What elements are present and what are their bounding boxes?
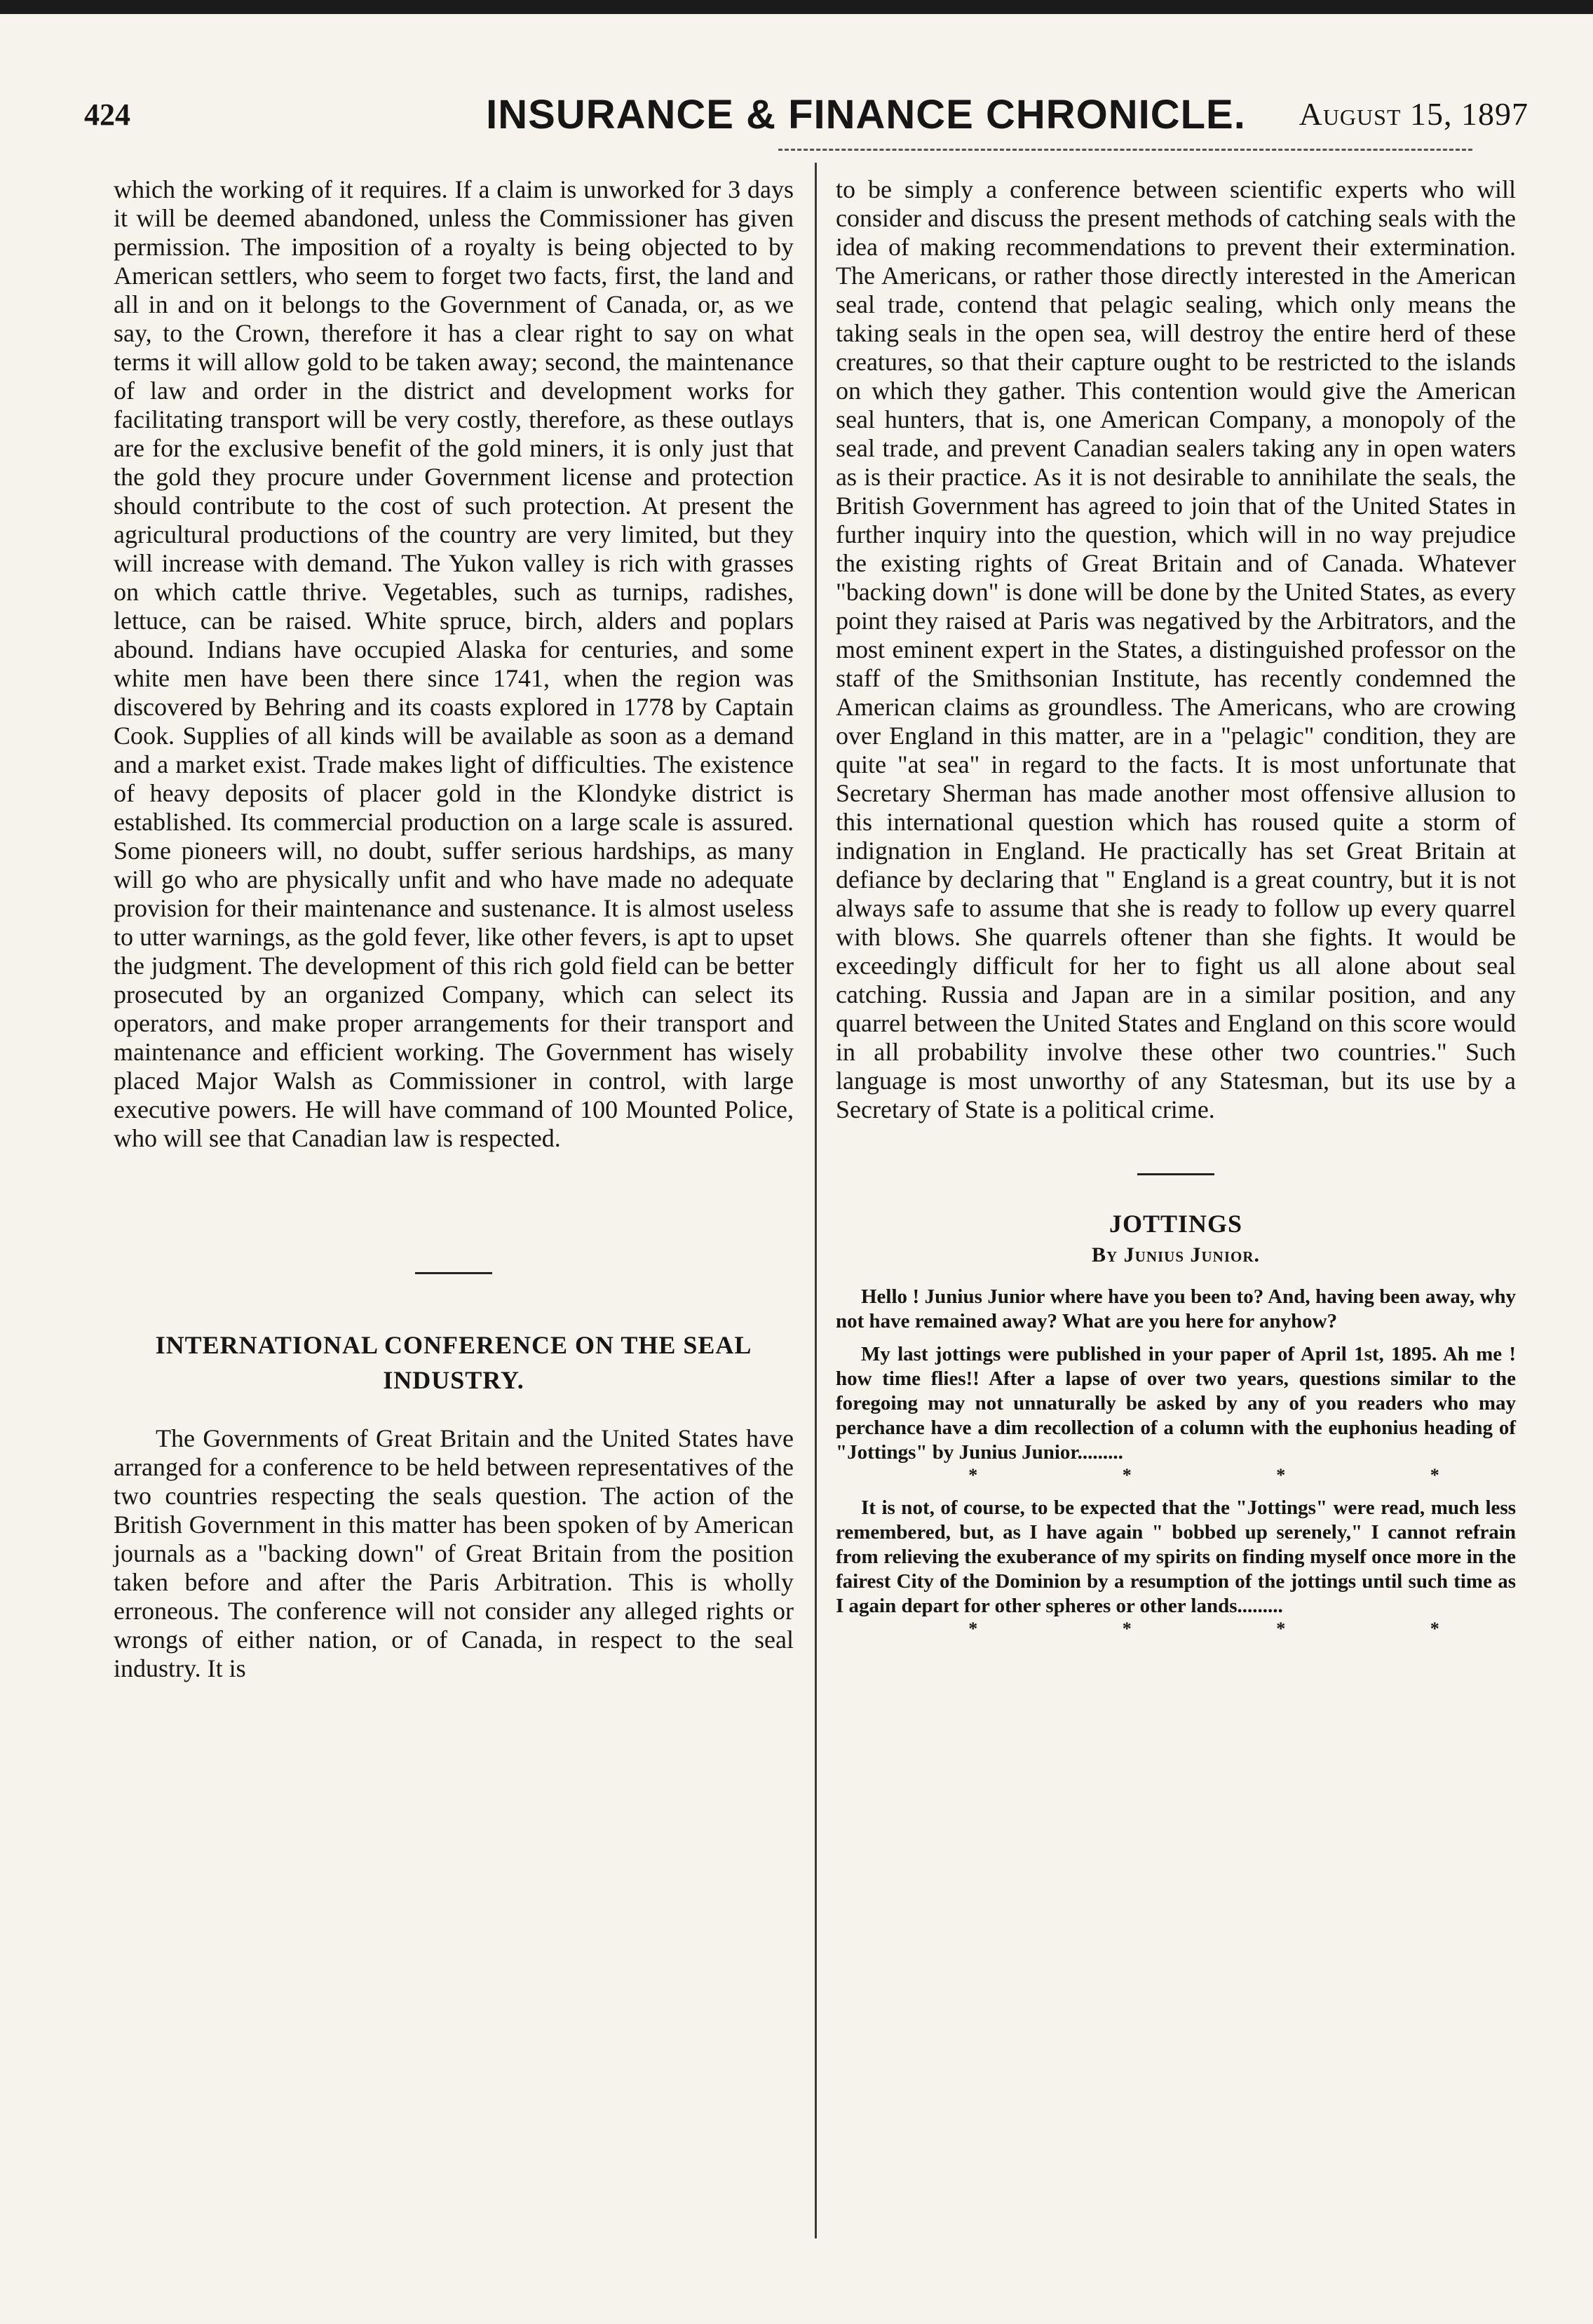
jottings-paragraph: My last jottings were published in your paper of April 1st, 1895. Ah me ! how time flies!! After a lapse of over two years, questions similar to the foregoing may not unnaturally be asked by any of you readers who may perchance have a dim recollection of a column with the euphonius heading of "Jottings" by Junius Junior.........: [836, 1343, 1516, 1464]
page-header: [84, 91, 1528, 140]
section-stars: * * * *: [968, 1465, 1510, 1485]
top-border-rule: [0, 0, 1593, 14]
issue-date: August 15, 1897: [1299, 96, 1528, 132]
left-column: [114, 175, 794, 1683]
article-klondyke-continued: which the working of it requires. If a claim is unworked for 3 days it will be deemed abandoned, unless the Commissioner has given permission. The imposition of a royalty is being objected to by American settlers, who seem to forget two facts, first, the land and all in and on it belongs to the Government of Canada, or, as we say, to the Crown, therefore it has a clear right to say on what terms it will allow gold to be taken away; second, the maintenance of law and order in the district and development works for facilitating transport will be very costly, therefore, as these outlays are for the exclusive benefit of the gold miners, it is only just that the gold they procure under Government license and protection should contribute to the cost of such protection. At present the agricultural productions of the country are very limited, but they will increase with demand. The Yukon valley is rich with grasses on which cattle thrive. Vegetables, such as turnips, radishes, lettuce, can be raised. White spruce, birch, alders and poplars abound. Indians have occupied Alaska for centuries, and some white men have been there since 1741, when the region was discovered by Behring and its coasts explored in 1778 by Captain Cook. Supplies of all kinds will be available as soon as a demand and a market exist. Trade makes light of difficulties. The existence of heavy deposits of placer gold in the Klondyke district is established. Its commercial production on a large scale is assured. Some pioneers will, no doubt, suffer serious hardships, as many will go who are physically unfit and who have made no adequate provision for their maintenance and sustenance. It is almost useless to utter warnings, as the gold fever, like other fevers, is apt to upset the judgment. The development of this rich gold field can be better prosecuted by an organized Company, which can select its operators, and make proper arrangements for their transport and maintenance and efficient working. The Government has wisely placed Major Walsh as Commissioner in control, with large executive powers. He will have command of 100 Mounted Police, who will see that Canadian law is respected.: [114, 175, 794, 1152]
journal-title: INSURANCE & FINANCE CHRONICLE.: [486, 92, 1246, 137]
article-seal-heading: INTERNATIONAL CONFERENCE ON THE SEAL INDUSTRY.: [155, 1331, 752, 1394]
section-stars: * * * *: [968, 1619, 1510, 1639]
column-divider: [815, 163, 817, 2238]
right-column: [836, 175, 1516, 1640]
jottings-paragraph: It is not, of course, to be expected that the "Jottings" were read, much less remembered, but, as I have again " bobbed up serenely," I cannot refrain from relieving the exuberance of my spirits on finding myself once more in the fairest City of the Dominion by a resumption of the jottings until such time as I again depart for other spheres or other lands.........: [836, 1497, 1516, 1617]
article-seal-continued: to be simply a conference between scientific experts who will consider and discuss the present methods of catching seals with the idea of making recommendations to prevent their extermination. The Americans, or rather those directly interested in the American seal trade, contend that pelagic sealing, which only means the taking seals in the open sea, will destroy the entire herd of these creatures, so that their capture ought to be restricted to the islands on which they gather. This contention would give the American seal hunters, that is, one American Company, a monopoly of the seal trade, and prevent Canadian sealers taking any in open waters as is their practice. As it is not desirable to annihilate the seals, the British Government has agreed to join that of the United States in further inquiry into the question, which will in no way prejudice the existing rights of Great Britain and of Canada. Whatever "backing down" is done will be done by the United States, as every point they raised at Paris was negatived by the Arbitrators, and the most eminent expert in the States, a distinguished professor on the staff of the Smithsonian Institute, has recently condemned the American claims as groundless. The Americans, who are crowing over England in this matter, are in a "pelagic" condition, they are quite "at sea" in regard to the facts. It is most unfortunate that Secretary Sherman has made another most offensive allusion to this international question which has roused quite a storm of indignation in England. He practically has set Great Britain at defiance by declaring that " England is a great country, but it is not always safe to assume that she is ready to follow up every quarrel with blows. She quarrels oftener than she fights. It would be exceedingly difficult for her to fight us all alone about seal catching. Russia and Japan are in a similar position, and any quarrel between the United States and England on this score would in all probability involve these other two countries." Such language is most unworthy of any Statesman, but its use by a Secretary of State is a political crime.: [836, 175, 1516, 1123]
jottings-heading: JOTTINGS: [1109, 1210, 1243, 1238]
header-rule: [778, 149, 1472, 153]
article-seal-body: The Governments of Great Britain and the United States have arranged for a conference to be held between representatives of the two countries respecting the seals question. The action of the British Government in this matter has been spoken of by American journals as a "backing down" of Great Britain from the position taken before and after the Paris Arbitration. This is wholly erroneous. The conference will not consider any alleged rights or wrongs of either nation, or of Canada, in respect to the seal industry. It is: [114, 1424, 794, 1682]
jottings-byline: By Junius Junior.: [1091, 1243, 1261, 1266]
page-number: 424: [84, 97, 130, 132]
jottings-paragraph: Hello ! Junius Junior where have you been to? And, having been away, why not have remained away? What are you here for anyhow?: [836, 1285, 1516, 1332]
